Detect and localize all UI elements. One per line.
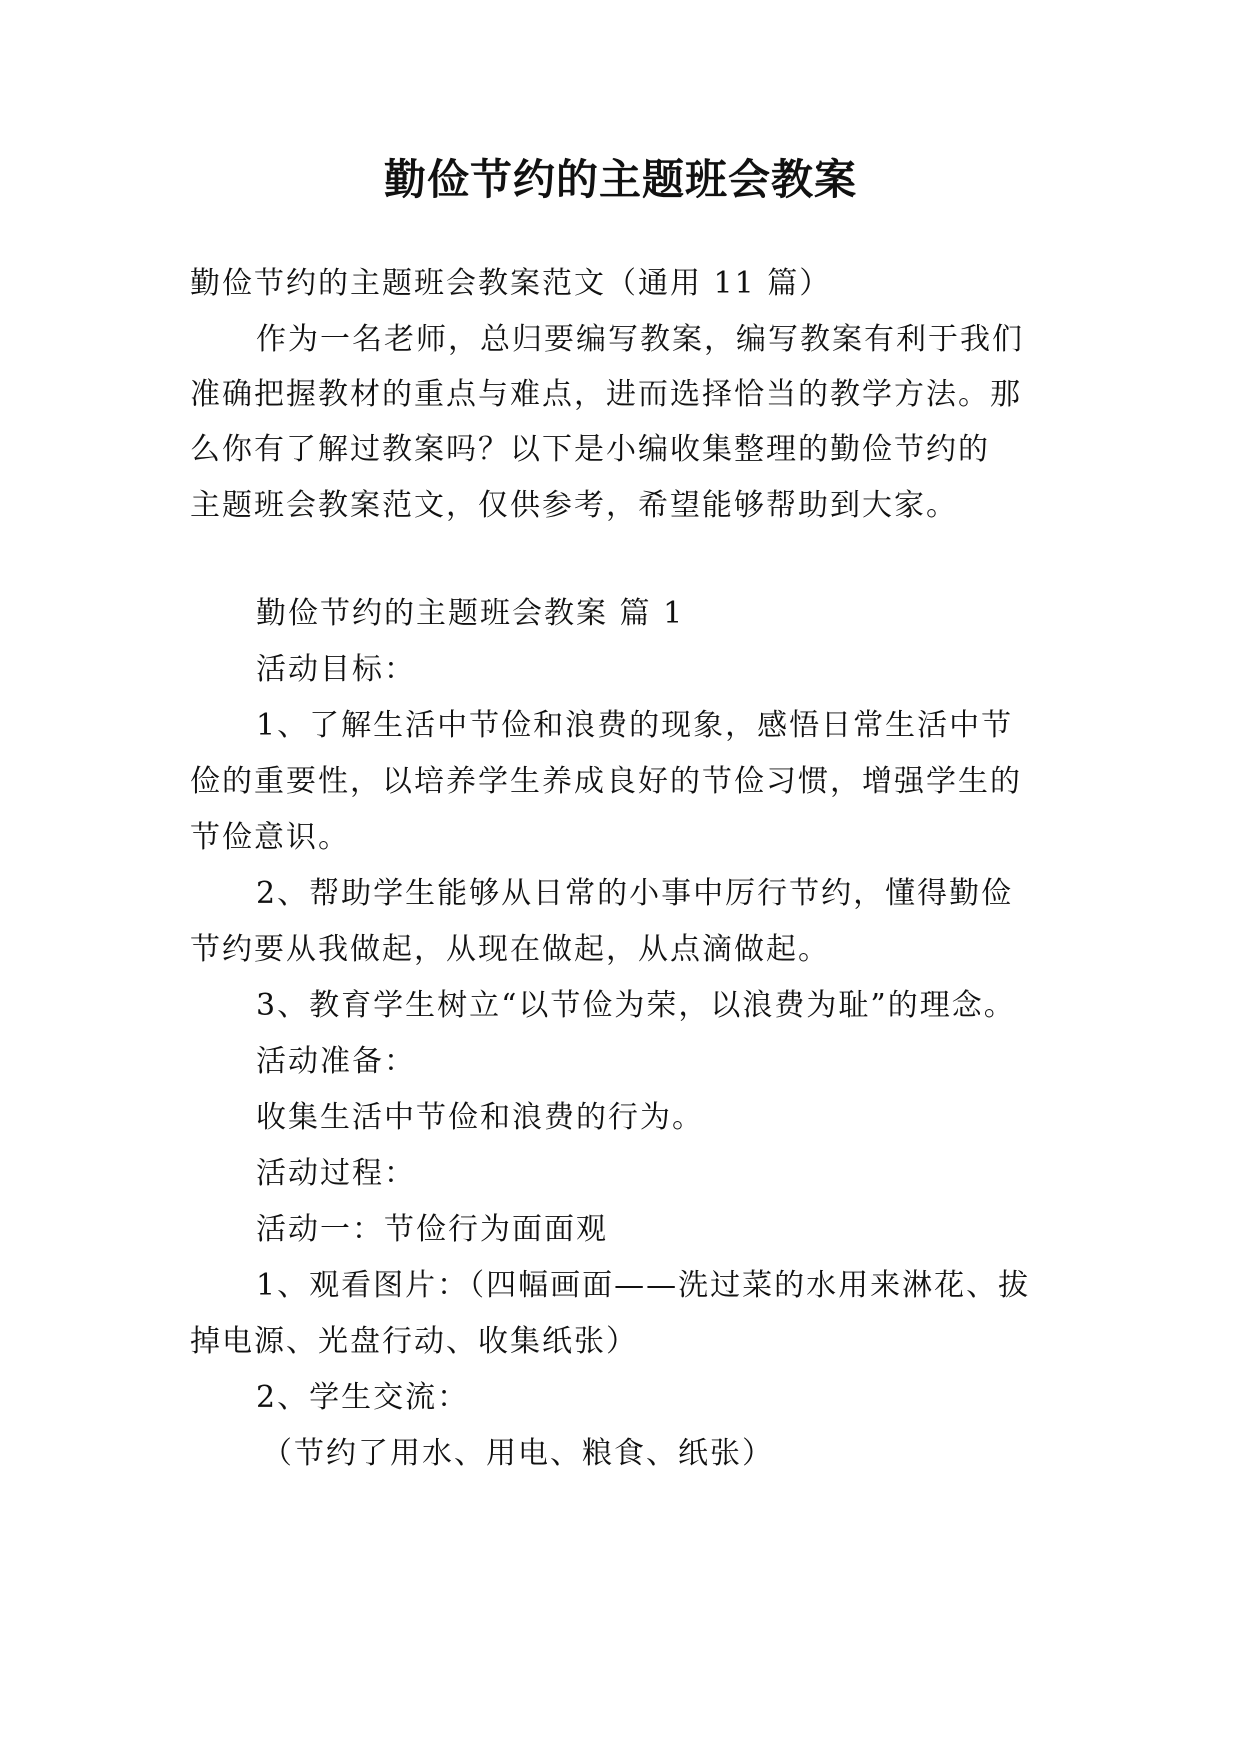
- paragraph-line: 收集生活中节俭和浪费的行为。: [256, 1100, 704, 1135]
- intro-line: 么你有了解过教案吗？以下是小编收集整理的勤俭节约的: [190, 432, 990, 467]
- paragraph-line: 活动目标：: [256, 652, 416, 687]
- paragraph-line: 俭的重要性，以培养学生养成良好的节俭习惯，增强学生的: [190, 764, 1022, 799]
- paragraph-line: 活动一：节俭行为面面观: [256, 1212, 608, 1247]
- intro-line: 作为一名老师，总归要编写教案，编写教案有利于我们: [256, 322, 1024, 357]
- section-heading: 勤俭节约的主题班会教案 篇 1: [256, 596, 685, 631]
- paragraph-line: 1、观看图片：（四幅画面——洗过菜的水用来淋花、拔: [256, 1268, 1031, 1303]
- paragraph-line: 活动过程：: [256, 1156, 416, 1191]
- paragraph-line: 掉电源、光盘行动、收集纸张）: [190, 1324, 638, 1359]
- intro-line: 准确把握教材的重点与难点，进而选择恰当的教学方法。那: [190, 377, 1022, 412]
- paragraph-line: （节约了用水、用电、粮食、纸张）: [262, 1436, 774, 1471]
- paragraph-line: 节俭意识。: [190, 820, 350, 855]
- paragraph-line: 1、了解生活中节俭和浪费的现象，感悟日常生活中节: [256, 708, 1014, 743]
- subtitle-line: 勤俭节约的主题班会教案范文（通用 11 篇）: [190, 266, 832, 301]
- paragraph-line: 3、教育学生树立“以节俭为荣，以浪费为耻”的理念。: [256, 988, 1016, 1023]
- intro-line: 主题班会教案范文，仅供参考，希望能够帮助到大家。: [190, 488, 958, 523]
- paragraph-line: 2、帮助学生能够从日常的小事中厉行节约，懂得勤俭: [256, 876, 1014, 911]
- paragraph-line: 2、学生交流：: [256, 1380, 470, 1415]
- document-title: 勤俭节约的主题班会教案: [383, 155, 857, 204]
- paragraph-line: 活动准备：: [256, 1044, 416, 1079]
- paragraph-line: 节约要从我做起，从现在做起，从点滴做起。: [190, 932, 830, 967]
